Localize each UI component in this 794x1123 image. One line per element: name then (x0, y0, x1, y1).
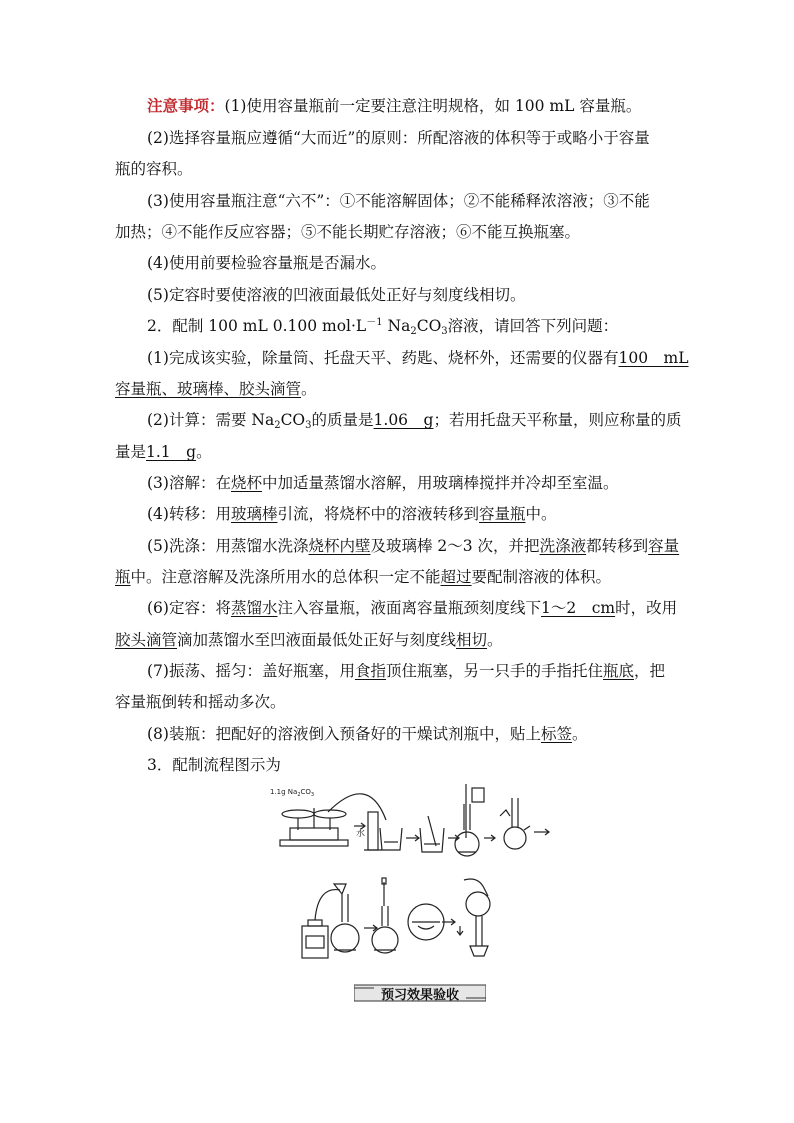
q2-part-7-line-1: (7)振荡、摇匀：盖好瓶塞，用食指顶住瓶塞，另一只手的手指托住瓶底，把 (147, 662, 666, 680)
answer-blank: 容量瓶、玻璃棒、胶头滴管 (115, 380, 302, 398)
answer-blank: 相切 (456, 631, 488, 649)
answer-blank: 1.1 g (146, 443, 197, 461)
banner-label: 预习效果验收 (380, 988, 459, 1003)
answer-blank: 容量瓶 (479, 505, 526, 523)
answer-blank: 瓶 (115, 568, 131, 586)
q2-part-5-line-2: 瓶中。注意溶解及洗涤所用水的总体积一定不能超过要配制溶液的体积。 (115, 568, 612, 586)
note-2-line-2: 瓶的容积。 (115, 160, 193, 178)
note-3-line-1: (3)使用容量瓶注意“六不”：①不能溶解固体；②不能稀释浓溶液；③不能 (147, 192, 650, 210)
answer-blank: 100 mL (618, 349, 689, 367)
svg-text:水: 水 (356, 829, 366, 839)
answer-blank: 玻璃棒 (230, 505, 278, 523)
note-4: (4)使用前要检验容量瓶是否漏水。 (147, 254, 386, 272)
q2-part-3: (3)溶解：在烧杯中加适量蒸馏水溶解，用玻璃棒搅拌并冷却至室温。 (147, 474, 619, 492)
q2-part-7-line-2: 容量瓶倒转和摇动多次。 (115, 693, 286, 711)
answer-blank: 烧杯 (230, 474, 262, 492)
answer-blank: 1～2 cm (541, 599, 616, 617)
note-1: 注意事项：(1)使用容量瓶前一定要注意注明规格，如 100 mL 容量瓶。 (147, 96, 642, 115)
q2-part-1-line-2: 容量瓶、玻璃棒、胶头滴管。 (115, 380, 317, 398)
answer-blank: 1.06 g (373, 411, 434, 429)
q2-part-5-line-1: (5)洗涤：用蒸馏水洗涤烧杯内壁及玻璃棒 2～3 次，并把洗涤液都转移到容量 (147, 537, 680, 555)
q2-title: 2．配制 100 mL 0.100 $mol\cdot L^{-1}$ $Na_2CO_3$溶液，请回答下列问题： (147, 317, 619, 337)
note-5: (5)定容时要使溶液的凹液面最低处正好与刻度线相切。 (147, 286, 526, 304)
answer-blank: 容量 (648, 537, 680, 555)
q2-part-4: (4)转移：用玻璃棒引流，将烧杯中的溶液转移到容量瓶中。 (147, 505, 557, 523)
q2-part-1-line-1: (1)完成该实验，除量筒、托盘天平、药匙、烧杯外，还需要的仪器有100 mL (147, 349, 689, 367)
q2-part-6-line-1: (6)定容：将蒸馏水注入容量瓶，液面离容量瓶颈刻度线下1～2 cm时，改用 (147, 599, 678, 617)
answer-blank: 烧杯内壁 (308, 537, 371, 555)
answer-blank: 蒸馏水 (230, 599, 278, 617)
answer-blank: 瓶底 (603, 662, 635, 680)
flow-diagram-row-2 (298, 876, 498, 966)
answer-blank: 胶头滴管 (115, 631, 178, 649)
notes-heading: 注意事项： (147, 96, 225, 115)
flow-diagram-row-1 (268, 782, 558, 862)
answer-blank: 洗涤液 (539, 537, 587, 555)
answer-blank: 标签 (540, 725, 572, 743)
q2-part-2-line-2: 量是1.1 g。 (115, 443, 212, 461)
q2-part-2-line-1: (2)计算：需要 $Na_2CO_3$的质量是1.06 g；若用托盘天平称量，则应称量的质 (147, 411, 682, 431)
note-3-line-2: 加热；④不能作反应容器；⑤不能长期贮存溶液；⑥不能互换瓶塞。 (115, 223, 581, 241)
q2-part-8: (8)装瓶：把配好的溶液倒入预备好的干燥试剂瓶中，贴上标签。 (147, 725, 588, 743)
q2-part-6-line-2: 胶头滴管滴加蒸馏水至凹液面最低处正好与刻度线相切。 (115, 631, 503, 649)
answer-blank: 超过 (440, 568, 472, 586)
note-2-line-1: (2)选择容量瓶应遵循“大而近”的原则：所配溶液的体积等于或略小于容量 (147, 129, 650, 147)
section-banner (354, 982, 486, 1004)
svg-text:1.1g Na2CO3: 1.1g $Na_2CO_3$ (270, 788, 315, 798)
answer-blank: 食指 (354, 662, 386, 680)
q3-title: 3．配制流程图示为 (147, 756, 281, 774)
